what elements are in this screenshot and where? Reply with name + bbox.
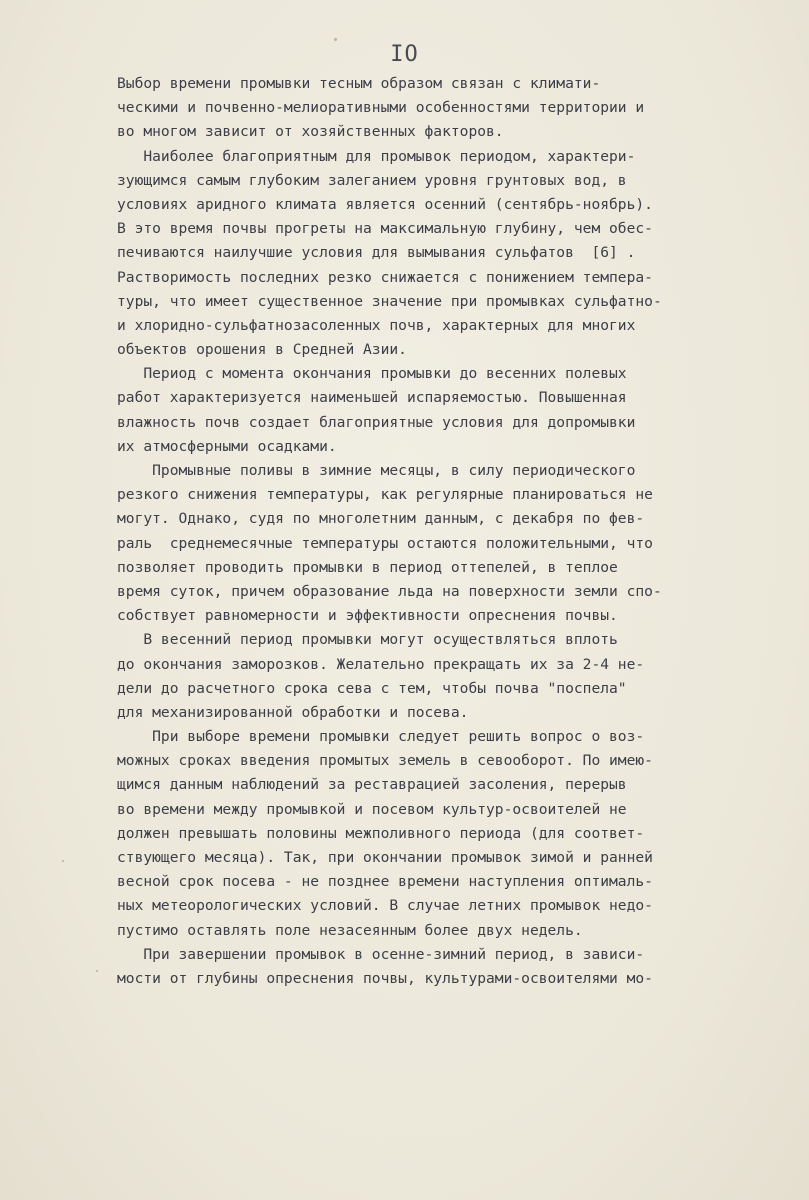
text-line: должен превышать половины межполивного периода (для соответ- — [117, 824, 645, 842]
document-body — [117, 72, 717, 991]
text-line: условиях аридного климата является осенний (сентябрь-ноябрь). — [117, 195, 653, 213]
text-line: При завершении промывок в осенне-зимний период, в зависи- — [117, 945, 645, 963]
text-line: объектов орошения в Средней Азии. — [117, 341, 407, 359]
text-line: печиваются наилучшие условия для вымывания сульфатов [6] . — [117, 244, 636, 262]
text-line: ных метеорологических условий. В случае летних промывок недо- — [117, 897, 653, 915]
text-line: до окончания заморозков. Желательно прекращать их за 2-4 не- — [117, 655, 645, 673]
text-line: В весенний период промывки могут осуществляться вплоть — [117, 631, 618, 649]
text-line: время суток, причем образование льда на поверхности земли спо- — [117, 582, 662, 600]
text-line: резкого снижения температуры, как регулярные планироваться не — [117, 486, 653, 504]
text-line: влажность почв создает благоприятные условия для допромывки — [117, 413, 636, 431]
text-line: мости от глубины опреснения почвы, культурами-освоителями мо- — [117, 969, 653, 987]
text-line: во времени между промывкой и посевом культур-освоителей не — [117, 800, 627, 818]
text-line: весной срок посева - не позднее времени наступления оптималь- — [117, 873, 653, 891]
text-line: При выборе времени промывки следует решить вопрос о воз- — [117, 728, 645, 746]
text-line: их атмосферными осадками. — [117, 437, 337, 455]
paper-speck — [334, 38, 337, 41]
text-line: Растворимость последних резко снижается с понижением темпера- — [117, 268, 653, 286]
paper-speck — [96, 970, 98, 972]
text-line: пустимо оставлять поле незасеянным более двух недель. — [117, 921, 583, 939]
text-line: собствует равномерности и эффективности опреснения почвы. — [117, 607, 618, 625]
text-line: зующимся самым глубоким залеганием уровня грунтовых вод, в — [117, 171, 627, 189]
text-line: можных сроках введения промытых земель в севооборот. По имею- — [117, 752, 653, 770]
text-line: щимся данным наблюдений за реставрацией засоления, перерыв — [117, 776, 627, 794]
text-line: дели до расчетного срока сева с тем, чтобы почва "поспела" — [117, 679, 627, 697]
text-line: Выбор времени промывки тесным образом связан с климати- — [117, 75, 601, 92]
text-line: работ характеризуется наименьшей испаряемостью. Повышенная — [117, 389, 627, 407]
text-line: для механизированной обработки и посева. — [117, 703, 469, 721]
text-line: Наиболее благоприятным для промывок периодом, характери- — [117, 147, 636, 165]
paper-speck — [62, 860, 64, 862]
text-line: и хлоридно-сульфатнозасоленных почв, характерных для многих — [117, 316, 636, 334]
text-line: раль среднемесячные температуры остаются положительными, что — [117, 534, 653, 552]
page-number: IO — [390, 42, 419, 67]
text-line: туры, что имеет существенное значение при промывках сульфатно- — [117, 292, 662, 310]
text-line: В это время почвы прогреты на максимальную глубину, чем обес- — [117, 220, 653, 238]
text-line: позволяет проводить промывки в период оттепелей, в теплое — [117, 558, 618, 576]
text-line: могут. Однако, судя по многолетним данным, с декабря по фев- — [117, 510, 645, 528]
text-line: во многом зависит от хозяйственных факторов. — [117, 123, 504, 141]
text-line: Период с момента окончания промывки до весенних полевых — [117, 365, 627, 383]
text-line: ствующего месяца). Так, при окончании промывок зимой и ранней — [117, 849, 653, 866]
text-line: ческими и почвенно-мелиоративными особенностями территории и — [117, 99, 645, 117]
text-line: Промывные поливы в зимние месяцы, в силу периодического — [117, 462, 636, 479]
